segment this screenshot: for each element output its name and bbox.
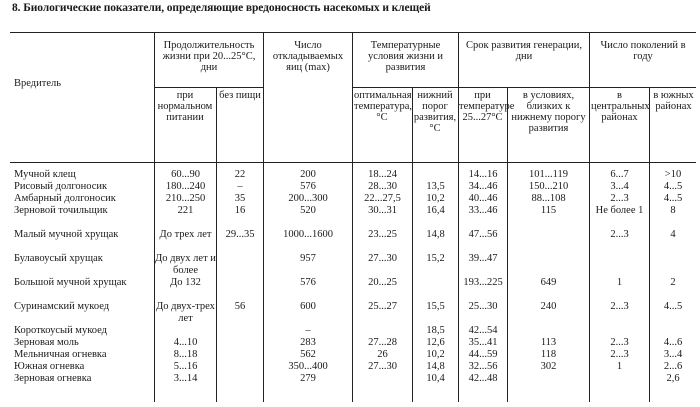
dev-conditions-cell: 113	[540, 337, 557, 348]
temp-optimal-cell: 26	[377, 349, 388, 360]
dev-temp-cell: 39...47	[468, 253, 498, 264]
lifespan-nofood-cell: 35	[234, 193, 246, 204]
pest-name-cell: Большой мучной хрущак	[14, 277, 127, 288]
temp-optimal-cell: 18...24	[368, 169, 397, 180]
table-row	[0, 301, 700, 324]
dev-conditions-cell: 115	[540, 205, 557, 216]
gen-central-cell: 6...7	[610, 169, 629, 180]
table-row	[0, 181, 700, 193]
dev-conditions-cell: 302	[540, 361, 557, 372]
table-top-rule	[10, 32, 696, 33]
subheader-rule	[589, 87, 696, 88]
temp-optimal-cell: 28...30	[368, 181, 397, 192]
lifespan-nofood-cell: 16	[234, 205, 246, 216]
temp-lower-cell: 15,5	[426, 301, 445, 312]
gen-south-cell: 2...6	[663, 361, 683, 372]
eggs-cell: 576	[300, 181, 316, 192]
lifespan-normal-cell: 180...240	[165, 181, 206, 192]
dev-conditions-cell: 118	[540, 349, 557, 360]
gen-central-cell: 2...3	[610, 337, 629, 348]
header-gen-central: в центральных районах	[591, 90, 650, 123]
temp-lower-cell: 14,8	[426, 361, 445, 372]
lifespan-nofood-cell: –	[237, 181, 243, 192]
table-title: 8. Биологические показатели, определяющие вредоносность насекомых и клещей	[12, 2, 431, 14]
dev-conditions-cell: 649	[540, 277, 557, 288]
gen-central-cell: 2...3	[610, 229, 629, 240]
pest-name-cell: Булавоусый хрущак	[14, 253, 103, 264]
pest-name-cell: Амбарный долгоносик	[14, 193, 116, 204]
subheader-rule	[154, 87, 263, 88]
lifespan-normal-cell: 210...250	[165, 193, 206, 204]
gen-south-cell: 4...5	[663, 181, 683, 192]
lifespan-nofood-cell: 56	[234, 301, 246, 312]
gen-south-cell: 4	[670, 229, 676, 240]
lifespan-normal-cell: 60...90	[171, 169, 200, 180]
gen-south-cell: 2,6	[666, 373, 680, 384]
dev-conditions-cell: 101...119	[529, 169, 568, 180]
pest-name-cell: Зерновой точильщик	[14, 205, 108, 216]
temp-optimal-cell: 22...27,5	[364, 193, 401, 204]
eggs-cell: 200...300	[288, 193, 328, 204]
table-row	[0, 193, 700, 205]
lifespan-nofood-cell: 22	[234, 169, 246, 180]
dev-temp-cell: 40...46	[468, 193, 498, 204]
header-gen: Число поколений в году	[600, 40, 686, 62]
temp-optimal-cell: 20...25	[368, 277, 397, 288]
table-row	[0, 229, 700, 241]
lifespan-normal-cell: До трех лет	[159, 229, 212, 240]
pest-name-cell: Малый мучной хрущак	[14, 229, 119, 240]
dev-conditions-cell: 150...210	[528, 181, 569, 192]
temp-lower-cell: 10,4	[426, 373, 445, 384]
header-dev-conditions: в условиях, близких к нижнему порогу развития	[511, 90, 586, 134]
lifespan-normal-cell: 5...16	[173, 361, 198, 372]
header-temp: Температурные условия жизни и развития	[368, 40, 443, 73]
eggs-cell: 200	[300, 169, 316, 180]
table-row	[0, 349, 700, 361]
dev-temp-cell: 42...54	[468, 325, 498, 336]
eggs-cell: 1000...1600	[283, 229, 333, 240]
temp-lower-cell: 13,5	[426, 181, 445, 192]
pest-name-cell: Зерновая моль	[14, 337, 79, 348]
gen-central-cell: Не более 1	[595, 205, 644, 216]
pest-name-cell: Суринамский мукоед	[14, 301, 110, 312]
header-bottom-rule	[10, 162, 696, 163]
gen-central-cell: 1	[616, 277, 623, 288]
lifespan-normal-cell: До двух-трех лет	[156, 301, 215, 324]
pest-name-cell: Мельничная огневка	[14, 349, 107, 360]
temp-lower-cell: 15,2	[426, 253, 445, 264]
table-row	[0, 325, 700, 337]
pest-name-cell: Южная огневка	[14, 361, 85, 372]
temp-lower-cell: 12,6	[426, 337, 445, 348]
header-lifespan-normal: при нормальном питании	[157, 90, 213, 123]
lifespan-normal-cell: 4...10	[173, 337, 198, 348]
gen-south-cell: 3...4	[663, 349, 683, 360]
temp-optimal-cell: 27...28	[368, 337, 397, 348]
temp-lower-cell: 10,2	[426, 193, 445, 204]
eggs-cell: –	[305, 325, 311, 336]
temp-optimal-cell: 25...27	[368, 301, 397, 312]
dev-temp-cell: 33...46	[468, 205, 498, 216]
eggs-cell: 520	[300, 205, 316, 216]
temp-lower-cell: 14,8	[426, 229, 445, 240]
header-pest: Вредитель	[14, 78, 62, 89]
gen-south-cell: 8	[670, 205, 676, 216]
eggs-cell: 283	[300, 337, 316, 348]
eggs-cell: 600	[300, 301, 316, 312]
gen-central-cell: 2...3	[610, 193, 629, 204]
lifespan-normal-cell: 8...18	[173, 349, 198, 360]
gen-central-cell: 3...4	[610, 181, 629, 192]
dev-temp-cell: 34...46	[468, 181, 498, 192]
lifespan-normal-cell: До 132	[170, 277, 201, 288]
dev-temp-cell: 35...41	[468, 337, 498, 348]
dev-conditions-cell: 240	[540, 301, 557, 312]
dev-temp-cell: 32...56	[468, 361, 498, 372]
dev-temp-cell: 25...30	[468, 301, 498, 312]
dev-temp-cell: 47...56	[468, 229, 498, 240]
temp-optimal-cell: 27...30	[368, 361, 397, 372]
table-row	[0, 253, 700, 276]
subheader-rule	[458, 87, 589, 88]
eggs-cell: 562	[300, 349, 316, 360]
lifespan-normal-cell: До двух лет и более	[155, 253, 216, 276]
pest-name-cell: Короткоусый мукоед	[14, 325, 108, 336]
pest-name-cell: Зерновая огневка	[14, 373, 92, 384]
header-temp-lower: нижний порог развития, °C	[413, 90, 457, 134]
header-lifespan-nofood: без пищи	[219, 90, 261, 101]
gen-south-cell: 4...5	[663, 301, 683, 312]
header-dev: Срок развития генерации, дни	[465, 40, 583, 62]
dev-temp-cell: 42...48	[468, 373, 498, 384]
eggs-cell: 576	[300, 277, 316, 288]
gen-central-cell: 1	[616, 361, 623, 372]
header-eggs: Число откладываемых яиц (max)	[272, 40, 344, 73]
gen-central-cell: 2...3	[610, 301, 629, 312]
gen-south-cell: 4...6	[663, 337, 683, 348]
table-row	[0, 277, 700, 289]
pest-name-cell: Рисовый долгоносик	[14, 181, 108, 192]
lifespan-normal-cell: 221	[177, 205, 194, 216]
eggs-cell: 957	[300, 253, 316, 264]
dev-conditions-cell: 88...108	[531, 193, 566, 204]
header-lifespan: Продолжительность жизни при 20...25°C, дни	[162, 40, 256, 73]
table-row	[0, 373, 700, 385]
table-row	[0, 361, 700, 373]
gen-south-cell: >10	[664, 169, 682, 180]
temp-lower-cell: 10,2	[426, 349, 445, 360]
temp-lower-cell: 18,5	[426, 325, 445, 336]
temp-optimal-cell: 23...25	[368, 229, 397, 240]
dev-temp-cell: 44...59	[468, 349, 498, 360]
dev-temp-cell: 193...225	[463, 277, 503, 288]
temp-optimal-cell: 30...31	[368, 205, 397, 216]
temp-lower-cell: 16,4	[426, 205, 445, 216]
dev-temp-cell: 14...16	[468, 169, 498, 180]
header-gen-south: в южных районах	[653, 90, 694, 112]
lifespan-nofood-cell: 29...35	[225, 229, 255, 240]
pest-name-cell: Мучной клещ	[14, 169, 76, 180]
gen-central-cell: 2...3	[610, 349, 629, 360]
gen-south-cell: 4...5	[663, 193, 683, 204]
header-temp-optimal: оптимальная температура, °C	[354, 90, 413, 123]
table-row	[0, 337, 700, 349]
subheader-rule	[352, 87, 458, 88]
gen-south-cell: 2	[670, 277, 676, 288]
eggs-cell: 279	[300, 373, 316, 384]
header-dev-temp: при температуре 25...27°C	[459, 90, 515, 123]
table-row	[0, 205, 700, 217]
lifespan-normal-cell: 3...14	[173, 373, 198, 384]
eggs-cell: 350...400	[288, 361, 328, 372]
temp-optimal-cell: 27...30	[368, 253, 397, 264]
table-row	[0, 169, 700, 181]
